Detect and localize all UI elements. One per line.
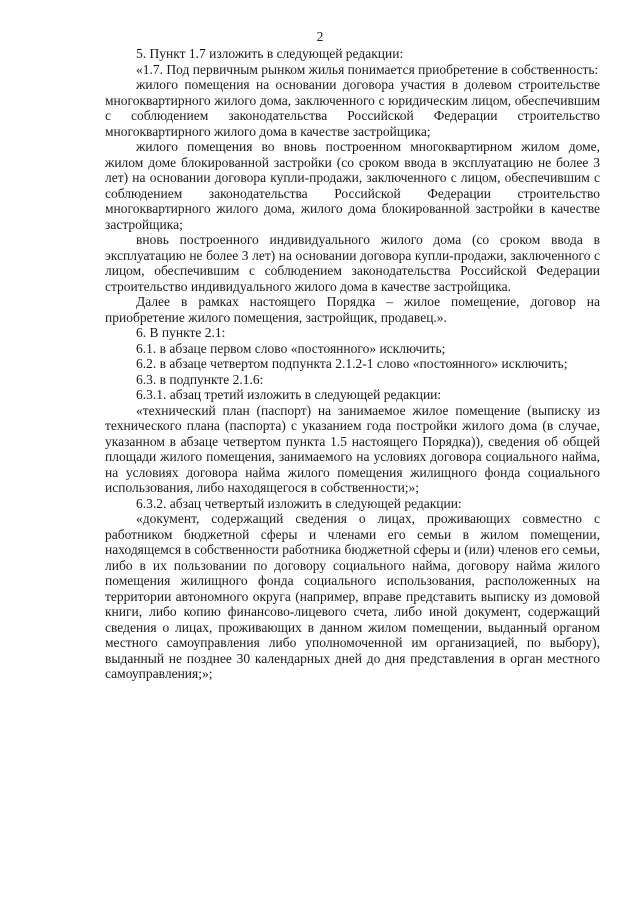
page-number: 2	[316, 29, 324, 44]
paragraph-item-6-3-2: 6.3.2. абзац четвертый изложить в следующей редакции:	[136, 495, 462, 511]
paragraph-item-1-7: «1.7. Под первичным рынком жилья понимается приобретение в собственность:	[136, 61, 599, 77]
paragraph-item-6: 6. В пункте 2.1:	[136, 325, 226, 340]
paragraph-item-6-3: 6.3. в подпункте 2.1.6:	[136, 371, 264, 387]
document-body	[105, 46, 600, 682]
paragraph-individual-house: вновь построенного индивидуального жилого дома (со сроком ввода в эксплуатацию не более 3 лет) на основании договора купли-продажи, заключенного с лицом, обеспечившим с соблюдением законодательства Российской Федерации строительство индивидуального жилого дома в качестве застройщика.	[105, 232, 600, 294]
paragraph-technical-plan: «технический план (паспорт) на занимаемое жилое помещение (выписку из технического плана (паспорта) с указанием года постройки жилого дома (в случае, указанном в абзаце четвертом пункта 1.5 настоящего Порядка)), сведения об общей площади жилого помещения, занимаемого на условиях договора социального найма, на условиях договора найма жилого помещения жилищного фонда социального использования, либо находящегося в собственности;»;	[105, 402, 600, 495]
paragraph-definitions: Далее в рамках настоящего Порядка – жилое помещение, договор на приобретение жилого помещения, застройщик, продавец.».	[105, 294, 600, 325]
paragraph-item-5: 5. Пункт 1.7 изложить в следующей редакции:	[136, 46, 404, 61]
paragraph-item-6-3-1: 6.3.1. абзац третий изложить в следующей редакции:	[136, 387, 442, 402]
paragraph-item-6-1: 6.1. в абзаце первом слово «постоянного» исключить;	[136, 340, 446, 356]
paragraph-residents-document: «документ, содержащий сведения о лицах, проживающих совместно с работником бюджетной сферы и членами его семьи в жилом помещении, находящемся в собственности работника бюджетной сферы и (или) членов его семьи, либо в их пользовании по договору социального найма, договору найма жилого помещения жилищного фонда социального использования, расположенных на территории автономного округа (например, вправе представить выписку из домовой книги, либо копию финансово-лицевого счета, либо иной документ, содержащий сведения о лицах, проживающих в данном жилом помещении, выданный органом местного самоуправления либо уполномоченной им организацией, по выбору), выданный не позднее 30 календарных дней до дня представления в орган местного самоуправления;»;	[105, 511, 600, 681]
paragraph-shared-construction: жилого помещения на основании договора участия в долевом строительстве многоквартирного жилого дома, заключенного с юридическим лицом, обеспечившим с соблюдением законодательства Российской Федерации строительство многоквартирного жилого дома в качестве застройщика;	[105, 77, 600, 139]
paragraph-item-6-2: 6.2. в абзаце четвертом подпункта 2.1.2-1 слово «постоянного» исключить;	[136, 356, 568, 371]
paragraph-new-apartment-building: жилого помещения во вновь построенном многоквартирном жилом доме, жилом доме блокированной застройки (со сроком ввода в эксплуатацию не более 3 лет) на основании договора купли-продажи, заключенного с лицом, обеспечившим с соблюдением законодательства Российской Федерации строительство многоквартирного жилого дома, жилого дома блокированной застройки в качестве застройщика;	[105, 139, 600, 232]
